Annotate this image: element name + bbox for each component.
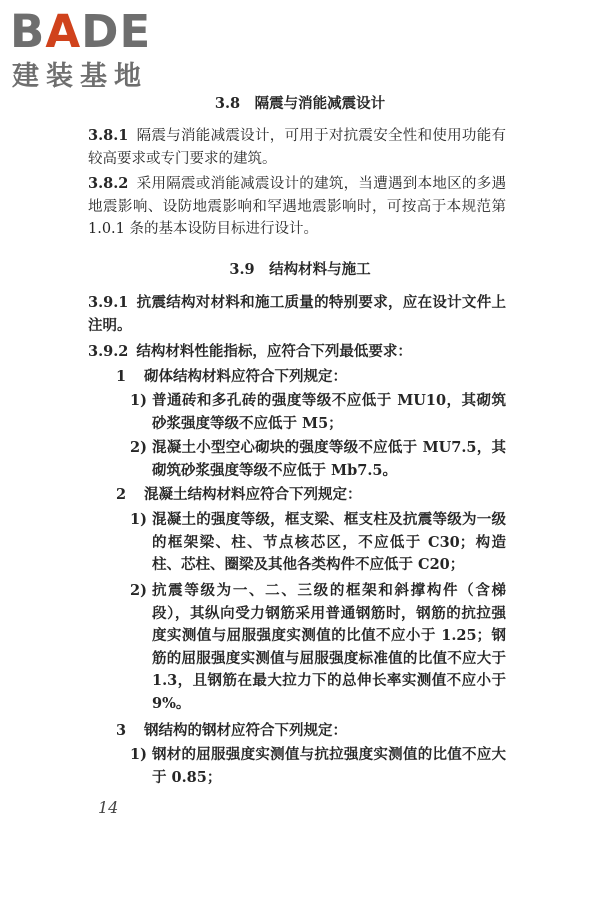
page-number: 14 xyxy=(98,798,119,817)
sub-item: 1) 钢材的屈服强度实测值与抗拉强度实测值的比值不应大于 0.85； xyxy=(130,746,506,786)
logo-subtitle: 建装基地 xyxy=(12,61,148,92)
sub-item: 1) 普通砖和多孔砖的强度等级不应低于 MU10，其砌筑砂浆强度等级不应低于 M5； xyxy=(130,392,506,432)
sub-item: 2) 抗震等级为一、二、三级的框架和斜撑构件（含梯段），其纵向受力钢筋采用普通钢筋时，钢筋的抗拉强度实测值与屈服强度实测值的比值不应小于 1.25；钢筋的屈服强度实测值与屈服强度标准值的比值不应大于 1.3，且钢筋在最大拉力下的总伸长率实测值不应小于 9%。 xyxy=(130,582,506,712)
list-item: 3 钢结构的钢材应符合下列规定： xyxy=(116,722,347,739)
section-title-3-8: 3.8 隔震与消能减震设计 xyxy=(214,95,386,112)
list-item: 1 砌体结构材料应符合下列规定： xyxy=(116,368,347,385)
clause-3-8-1: 3.8.1 隔震与消能减震设计，可用于对抗震安全性和使用功能有较高要求或专门要求的建筑。 xyxy=(88,127,506,167)
section-title-3-9: 3.9 结构材料与施工 xyxy=(229,261,371,278)
clause-3-9-1: 3.9.1 抗震结构对材料和施工质量的特别要求，应在设计文件上注明。 xyxy=(88,294,506,334)
sub-item: 2) 混凝土小型空心砌块的强度等级不应低于 MU7.5，其砌筑砂浆强度等级不应低于 Mb7.5。 xyxy=(130,439,506,479)
clause-3-9-2: 3.9.2 结构材料性能指标，应符合下列最低要求： xyxy=(88,343,412,360)
sub-item: 1) 混凝土的强度等级，框支梁、框支柱及抗震等级为一级的框架梁、柱、节点核芯区，不应低于 C30；构造柱、芯柱、圈梁及其他各类构件不应低于 C20； xyxy=(130,511,506,573)
logo-wordmark: BADE xyxy=(10,5,152,58)
clause-3-8-2: 3.8.2 采用隔震或消能减震设计的建筑，当遭遇到本地区的多遇地震影响、设防地震影响和罕遇地震影响时，可按高于本规范第 1.0.1 条的基本设防目标进行设计。 xyxy=(88,175,506,237)
list-item: 2 混凝土结构材料应符合下列规定： xyxy=(116,486,362,503)
